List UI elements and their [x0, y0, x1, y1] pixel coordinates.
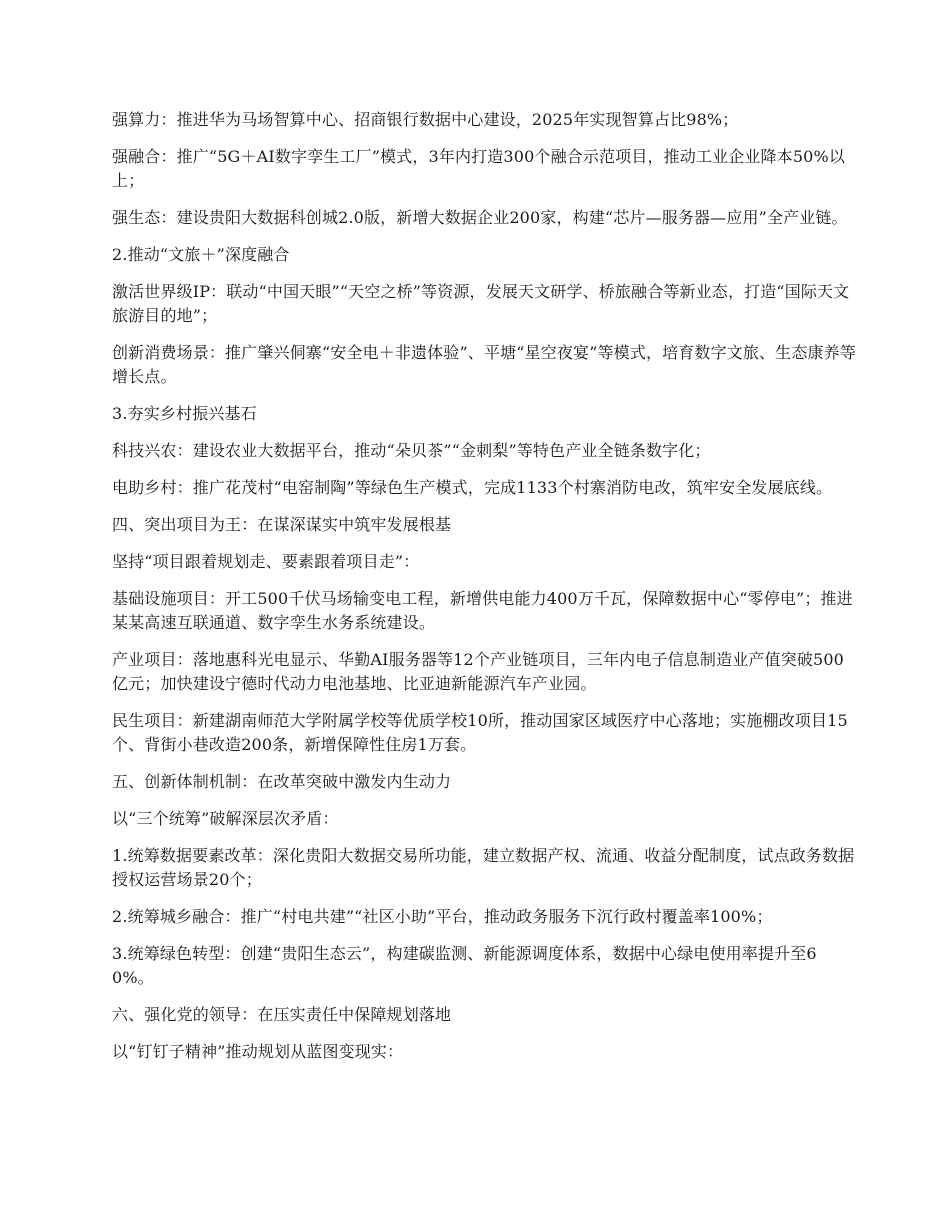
paragraph-nail-spirit: 以“钉钉子精神”推动规划从蓝图变现实：	[112, 1042, 404, 1061]
heading-section-five: 五、创新体制机制：在改革突破中激发内生动力	[112, 772, 452, 791]
paragraph-integration: 强融合：推广“5G＋AI数字孪生工厂”模式，3年内打造300个融合示范项目，推动工业企业降本50%以上；	[112, 147, 845, 190]
paragraph-livelihood-projects: 民生项目：新建湖南师范大学附属学校等优质学校10所，推动国家区域医疗中心落地；实施棚改项目15个、背街小巷改造200条，新增保障性住房1万套。	[112, 711, 848, 754]
paragraph-infrastructure: 基础设施项目：开工500千伏马场输变电工程，新增供电能力400万千瓦，保障数据中心“零停电”；推进某某高速互联通道、数字孪生水务系统建设。	[112, 589, 853, 632]
paragraph-project-principle: 坚持“项目跟着规划走、要素跟着项目走”：	[112, 552, 420, 571]
paragraph-urban-rural: 2.统筹城乡融合：推广“村电共建”“社区小助”平台，推动政务服务下沉行政村覆盖率100%；	[112, 907, 773, 926]
paragraph-compute-power: 强算力：推进华为马场智算中心、招商银行数据中心建设，2025年实现智算占比98%；	[112, 110, 739, 129]
paragraph-ecosystem: 强生态：建设贵阳大数据科创城2.0版，新增大数据企业200家，构建“芯片—服务器—应用”全产业链。	[112, 208, 848, 227]
paragraph-world-ip: 激活世界级IP：联动“中国天眼”“天空之桥”等资源，发展天文研学、桥旅融合等新业态，打造“国际天文旅游目的地”；	[112, 282, 850, 325]
heading-section-four: 四、突出项目为王：在谋深谋实中筑牢发展根基	[112, 515, 452, 534]
paragraph-tech-agriculture: 科技兴农：建设农业大数据平台，推动“朵贝茶”“金刺梨”等特色产业全链条数字化；	[112, 441, 711, 460]
paragraph-data-reform: 1.统筹数据要素改革：深化贵阳大数据交易所功能，建立数据产权、流通、收益分配制度，试点政务数据授权运营场景20个；	[112, 846, 855, 889]
heading-section-six: 六、强化党的领导：在压实责任中保障规划落地	[112, 1005, 452, 1024]
paragraph-green-transition: 3.统筹绿色转型：创建“贵阳生态云”，构建碳监测、新能源调度体系，数据中心绿电使用率提升至60%。	[112, 944, 817, 987]
paragraph-consumption-scenes: 创新消费场景：推广肇兴侗寨“安全电＋非遗体验”、平塘“星空夜宴”等模式，培育数字文旅、生态康养等增长点。	[112, 343, 856, 386]
paragraph-three-coordination: 以“三个统筹”破解深层次矛盾：	[112, 809, 339, 828]
paragraph-industry-projects: 产业项目：落地惠科光电显示、华勤AI服务器等12个产业链项目，三年内电子信息制造业产值突破500亿元；加快建设宁德时代动力电池基地、比亚迪新能源汽车产业园。	[112, 650, 844, 693]
paragraph-power-villages: 电助乡村：推广花茂村“电窑制陶”等绿色生产模式，完成1133个村寨消防电改，筑牢安全发展底线。	[112, 478, 833, 497]
heading-rural-revitalization: 3.夯实乡村振兴基石	[112, 404, 257, 423]
heading-culture-tourism: 2.推动“文旅＋”深度融合	[112, 245, 290, 264]
